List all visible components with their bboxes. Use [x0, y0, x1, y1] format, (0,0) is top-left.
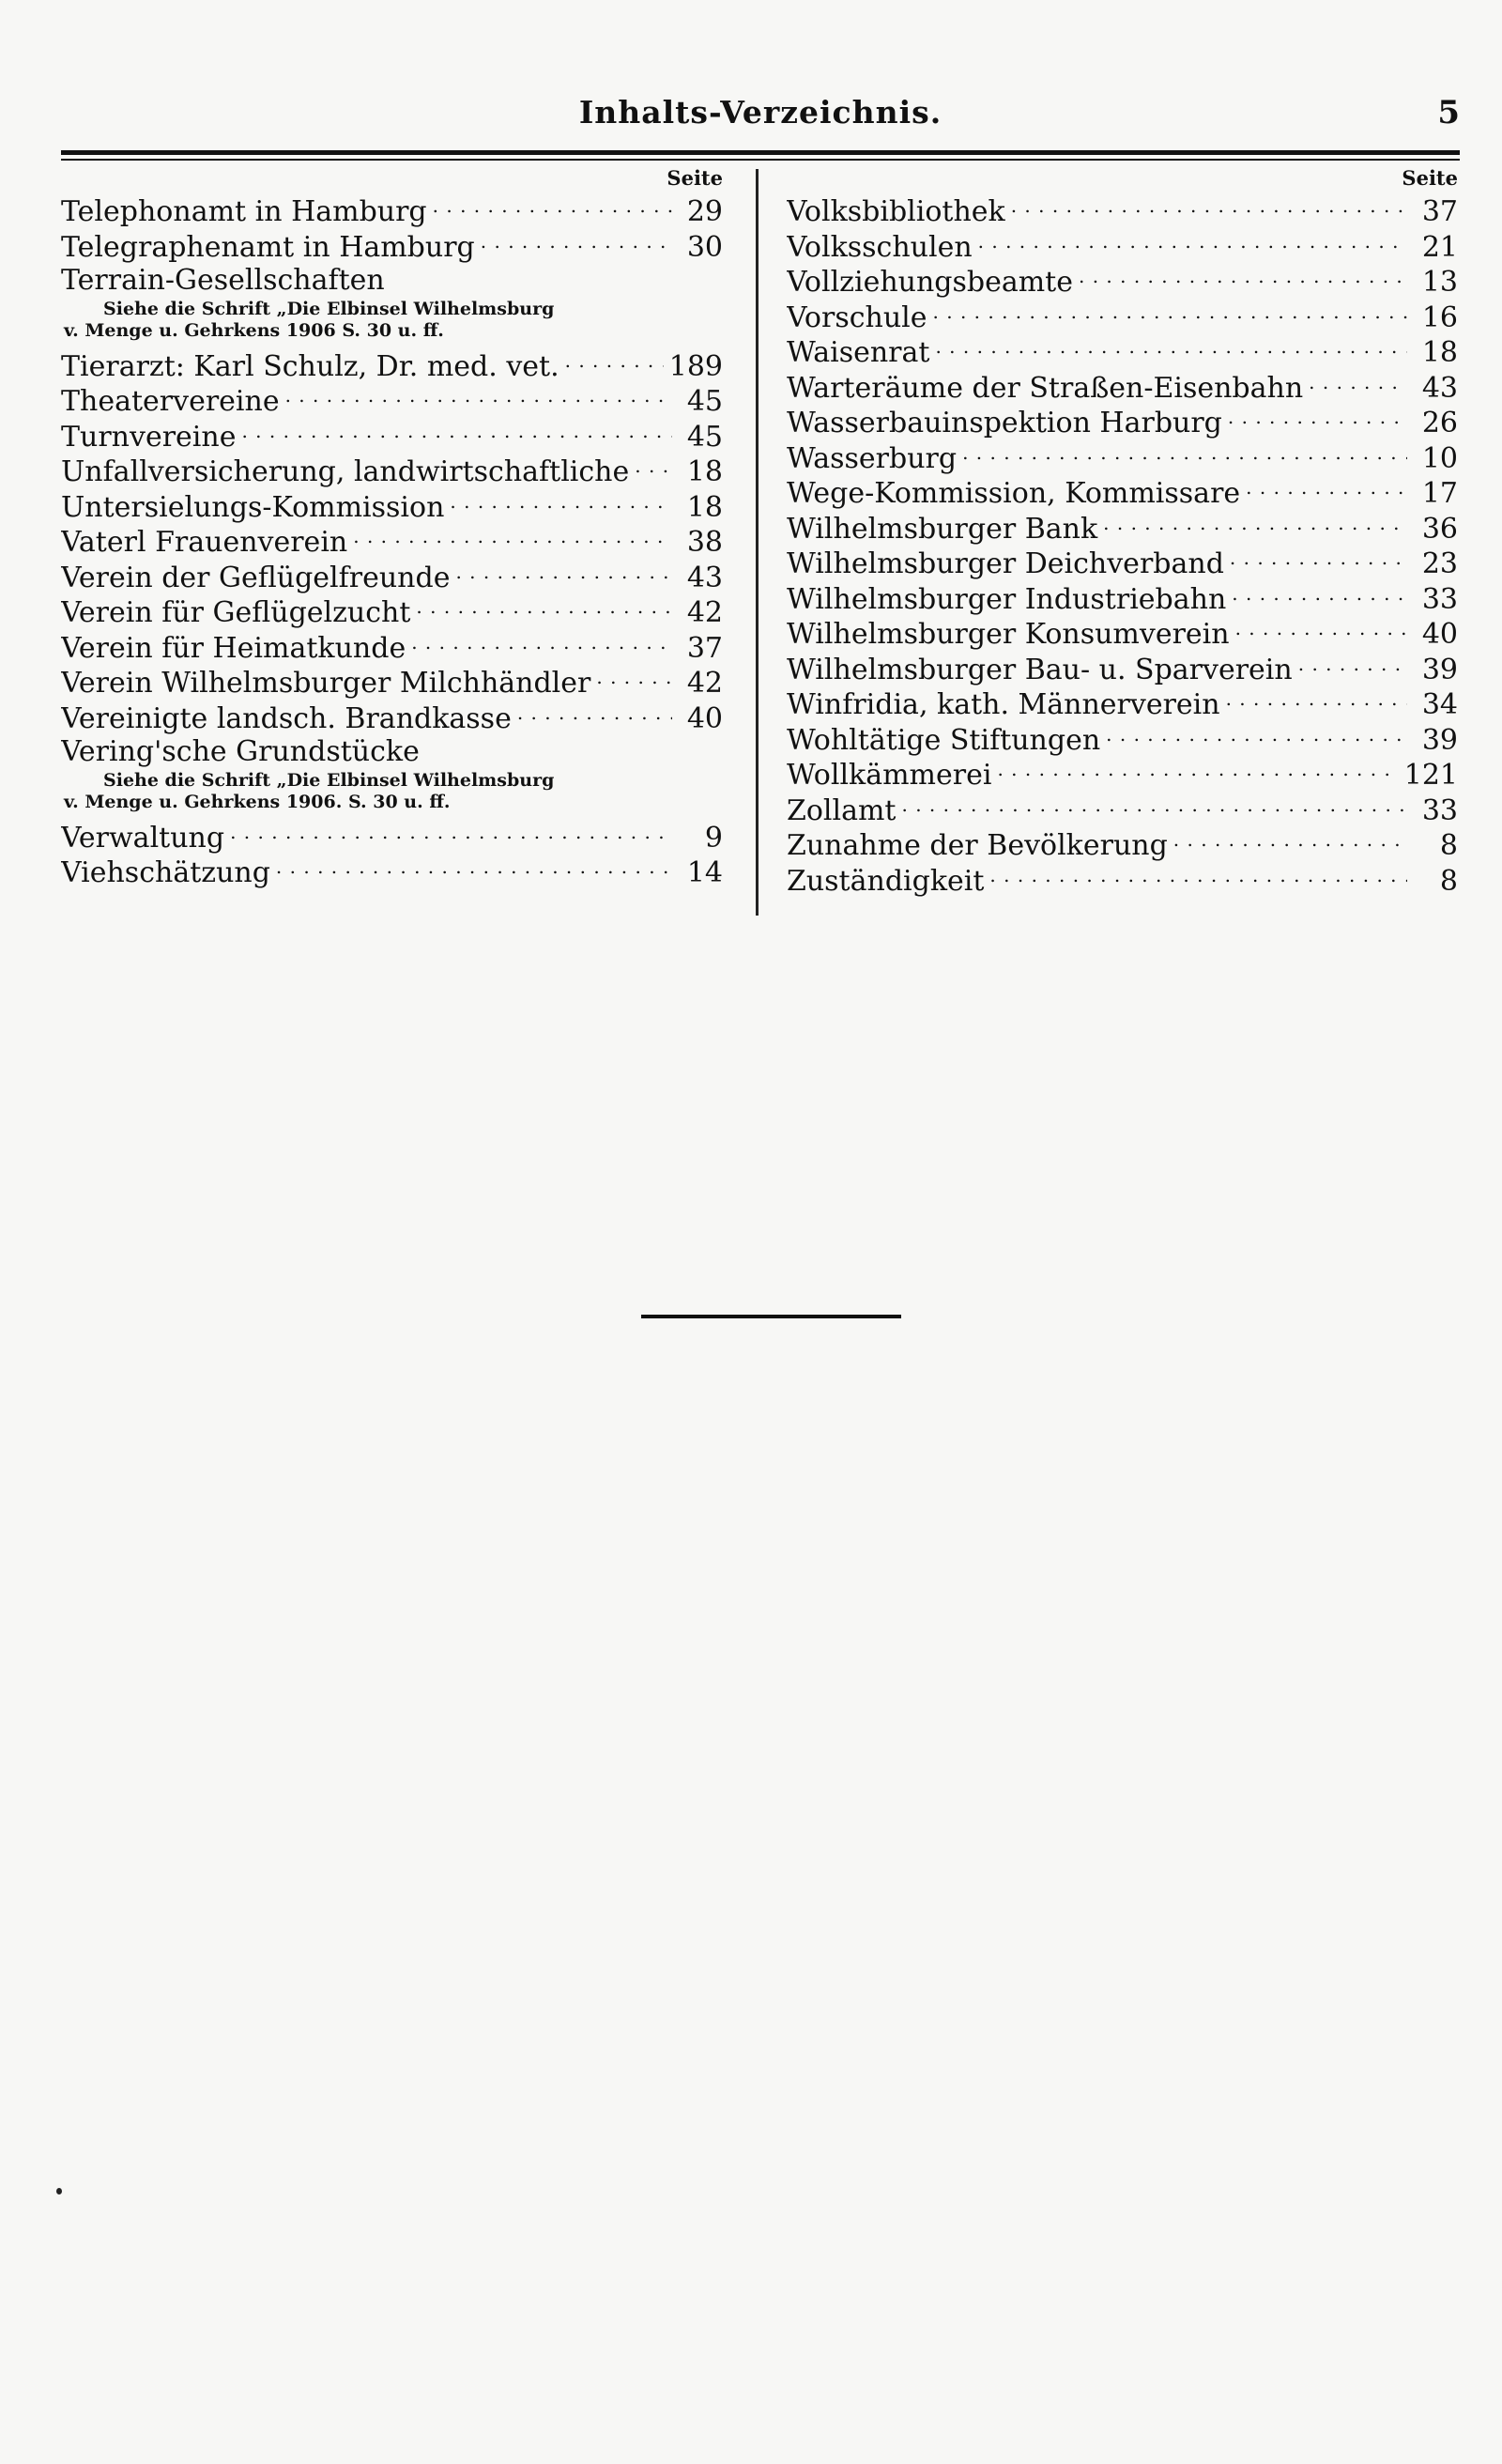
index-note: Siehe die Schrift „Die Elbinsel Wilhelmsburg v. Menge u. Gehrkens 1906 S. 30 u. ff.	[64, 298, 555, 341]
column-divider	[756, 169, 759, 916]
index-entry: Wilhelmsburger Bau- u. Sparverein . . . 39	[787, 651, 1458, 686]
index-entry: Zollamt . . . 33	[787, 792, 1458, 827]
index-entry: Zunahme der Bevölkerung . . . 8	[787, 826, 1458, 862]
index-entry: Verein Wilhelmsburger Milchhändler . . . 42	[61, 664, 723, 700]
header-rule-thick	[61, 150, 1460, 155]
index-entry: Verein der Geflügelfreunde . . . 43	[61, 559, 723, 594]
index-entry: Volksbibliothek . . . 37	[787, 192, 1458, 228]
page-header	[61, 94, 1460, 141]
index-column-left	[61, 164, 723, 889]
index-entry: Untersielungs-Kommission . . . 18	[61, 488, 723, 524]
index-entry: Terrain-Gesellschaften	[61, 264, 385, 297]
index-entry: Wilhelmsburger Konsumverein . . . 40	[787, 615, 1458, 651]
index-entry: Theatervereine . . . 45	[61, 382, 723, 418]
index-entry: Wasserbauinspektion Harburg . . . 26	[787, 404, 1458, 439]
index-entry: Wollkämmerei . . . 121	[787, 756, 1458, 792]
index-entry: Winfridia, kath. Männerverein . . . 34	[787, 685, 1458, 721]
index-entry: Tierarzt: Karl Schulz, Dr. med. vet. . . . 189	[61, 347, 723, 383]
index-note: Siehe die Schrift „Die Elbinsel Wilhelmsburg v. Menge u. Gehrkens 1906. S. 30 u. ff.	[64, 769, 555, 812]
index-entry: Warteräume der Straßen-Eisenbahn . . . 43	[787, 369, 1458, 405]
index-entry: Vollziehungsbeamte . . . 13	[787, 263, 1458, 299]
index-entry: Verein für Heimatkunde . . . 37	[61, 629, 723, 665]
header-rule-thin	[61, 159, 1460, 161]
print-speck	[56, 2188, 62, 2194]
index-entry: Verein für Geflügelzucht . . . 42	[61, 593, 723, 629]
index-column-right	[787, 164, 1458, 897]
index-entry: Vorschule . . . 16	[787, 299, 1458, 334]
index-entry: Vereinigte landsch. Brandkasse . . . 40	[61, 700, 723, 735]
page-number: 5	[1437, 94, 1460, 131]
index-entry: Wohltätige Stiftungen . . . 39	[787, 721, 1458, 757]
index-entry: Wilhelmsburger Deichverband . . . 23	[787, 545, 1458, 580]
index-entry: Turnvereine . . . 45	[61, 418, 723, 454]
index-entry: Vaterl Frauenverein . . . 38	[61, 523, 723, 559]
index-entry: Waisenrat . . . 18	[787, 333, 1458, 369]
index-entry: Verwaltung . . . 9	[61, 819, 723, 855]
index-entry: Wasserburg . . . 10	[787, 439, 1458, 475]
index-entry: Wege-Kommission, Kommissare . . . 17	[787, 474, 1458, 510]
seite-header-right: Seite	[1402, 166, 1458, 190]
end-rule	[641, 1315, 901, 1318]
index-entry: Wilhelmsburger Industriebahn . . . 33	[787, 580, 1458, 616]
index-entry: Wilhelmsburger Bank . . . 36	[787, 510, 1458, 546]
seite-header-left: Seite	[667, 166, 723, 190]
index-entry: Viehschätzung . . . 14	[61, 854, 723, 889]
index-entry: Telephonamt in Hamburg . . . 29	[61, 192, 723, 228]
page-title: Inhalts-Verzeichnis.	[578, 94, 943, 131]
index-entry: Zuständigkeit . . . 8	[787, 862, 1458, 898]
index-entry: Telegraphenamt in Hamburg . . . 30	[61, 228, 723, 264]
index-entry: Volksschulen . . . 21	[787, 228, 1458, 264]
index-entry: Unfallversicherung, landwirtschaftliche . . . 18	[61, 453, 723, 488]
index-entry: Vering'sche Grundstücke	[61, 735, 420, 768]
